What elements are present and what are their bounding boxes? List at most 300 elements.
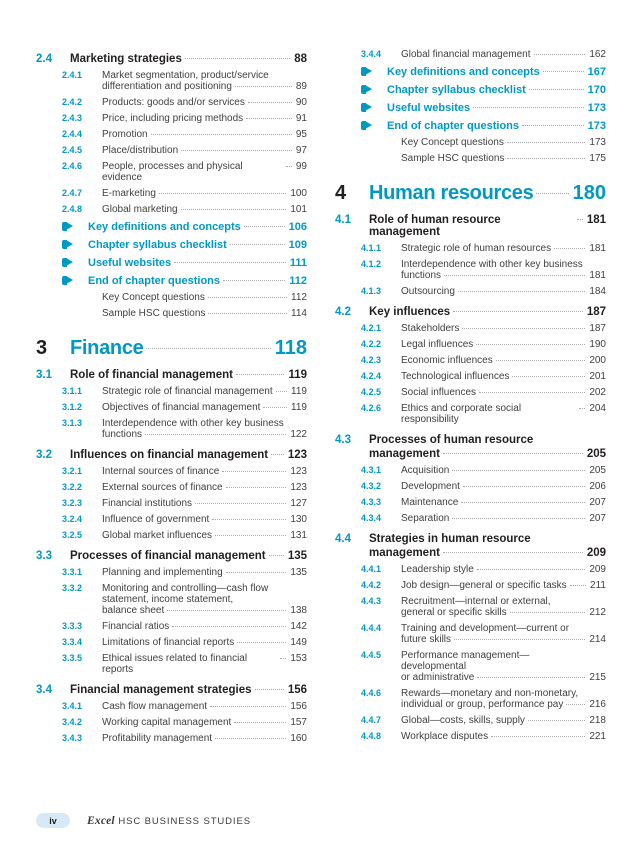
- subsection-title: Limitations of financial reports: [102, 637, 235, 648]
- toc-leader-line: [102, 567, 307, 578]
- leader-dots: [572, 628, 602, 629]
- subsection-page-number: 190: [589, 339, 606, 350]
- leader-dots: [444, 274, 585, 276]
- toc-leader-line: [369, 182, 606, 205]
- subsection-continuation-body: [401, 672, 606, 683]
- section-title: Role of human resource management: [369, 214, 501, 238]
- plain-body: [401, 153, 606, 164]
- toc-subsection-entry: [335, 481, 606, 492]
- toc-subsection-continuation: [335, 634, 606, 645]
- toc-subsection-entry: [335, 564, 606, 575]
- subsection-body: [102, 498, 307, 509]
- toc-subsection-entry: [335, 650, 606, 672]
- toc-subsection-entry: [36, 113, 307, 124]
- toc-subsection-entry: [335, 403, 606, 425]
- toc-subsection-entry: [335, 286, 606, 297]
- toc-subsection-entry: [335, 49, 606, 60]
- toc-subsection-entry: [335, 259, 606, 270]
- subsection-continuation-body: [401, 607, 606, 618]
- subsection-title: Stakeholders: [401, 323, 460, 334]
- toc-leader-line: [88, 221, 307, 233]
- section-title: Influences on financial management: [70, 449, 269, 461]
- subsection-title: Training and development—current or: [401, 623, 570, 634]
- leader-dots: [226, 486, 287, 488]
- toc-leader-line: [102, 498, 307, 509]
- subsection-page-number: 187: [589, 323, 606, 334]
- toc-leader-line: [401, 699, 606, 710]
- subsection-number: 4.4.4: [361, 623, 382, 633]
- feature-title: Useful websites: [387, 102, 471, 114]
- toc-subsection-entry: [335, 355, 606, 366]
- toc-plain-entry: [36, 308, 307, 319]
- leader-dots: [510, 611, 586, 613]
- subsection-page-number: 138: [290, 605, 307, 616]
- subsection-title-continued: functions: [102, 429, 143, 440]
- subsection-number: 3.2.1: [62, 466, 83, 476]
- toc-leader-line: [387, 84, 606, 96]
- toc-leader-line: [102, 81, 307, 92]
- leader-dots: [185, 57, 290, 59]
- section-title-continued: management: [369, 448, 440, 460]
- subsection-body: [102, 637, 307, 648]
- subsection-body: [401, 731, 606, 742]
- leader-dots: [581, 693, 602, 694]
- subsection-page-number: 209: [589, 564, 606, 575]
- leader-dots: [443, 452, 583, 454]
- feature-page-number: 112: [289, 275, 307, 287]
- section-number: 4.2: [335, 306, 351, 318]
- subsection-number: 3.3.4: [62, 637, 83, 647]
- subsection-number: 4.4.8: [361, 731, 382, 741]
- leader-dots: [586, 264, 602, 265]
- subsection-body: [401, 403, 606, 425]
- subsection-page-number: 205: [589, 465, 606, 476]
- toc-leader-line: [102, 129, 307, 140]
- leader-dots: [453, 310, 583, 312]
- leader-dots: [151, 133, 292, 135]
- leader-dots: [237, 641, 286, 643]
- toc-subsection-entry: [36, 530, 307, 541]
- subsection-body: [102, 482, 307, 493]
- leader-dots: [223, 279, 285, 281]
- feature-body: [387, 102, 606, 114]
- subsection-body: [102, 466, 307, 477]
- subsection-title: Monitoring and controlling—cash flow: [102, 583, 269, 594]
- subsection-body: [102, 188, 307, 199]
- section-continuation-body: [335, 547, 606, 559]
- subsection-title: Global market influences: [102, 530, 213, 541]
- subsection-title: Influence of government: [102, 514, 210, 525]
- subsection-body: [102, 653, 307, 675]
- feature-bullet-cell: [361, 102, 387, 111]
- toc-leader-line: [102, 482, 307, 493]
- feature-page-number: 167: [587, 66, 606, 78]
- section-body: [369, 306, 606, 318]
- subsection-number: 3.2.3: [62, 498, 83, 508]
- toc-subsection-entry: [36, 129, 307, 140]
- toc-leader-line: [387, 102, 606, 114]
- subsection-body: [401, 243, 606, 254]
- toc-leader-line: [401, 153, 606, 164]
- feature-title: Useful websites: [88, 257, 172, 269]
- leader-dots: [522, 124, 584, 126]
- subsection-title: Acquisition: [401, 465, 450, 476]
- toc-feature-entry: [36, 239, 307, 251]
- toc-subsection-entry: [36, 567, 307, 578]
- toc-subsection-entry: [335, 497, 606, 508]
- toc-leader-line: [70, 550, 307, 562]
- subsection-number: 4.3.3: [361, 497, 382, 507]
- subsection-page-number: 160: [290, 733, 307, 744]
- toc-section-continuation: [335, 448, 606, 460]
- leader-dots: [461, 501, 585, 503]
- leader-dots: [172, 625, 286, 627]
- leader-dots: [477, 568, 585, 570]
- subsection-page-number: 153: [290, 653, 307, 664]
- toc-section-entry: [335, 434, 606, 446]
- toc-section-entry: [36, 449, 307, 461]
- subsection-title-continued: future skills: [401, 634, 452, 645]
- page-footer: [36, 813, 251, 828]
- leader-dots: [452, 517, 585, 519]
- leader-dots: [554, 601, 602, 602]
- toc-section-continuation: [335, 547, 606, 559]
- toc-leader-line: [102, 583, 307, 594]
- footer-book-title: [87, 815, 251, 827]
- feature-page-number: 111: [289, 257, 307, 269]
- leader-dots: [507, 157, 585, 159]
- toc-leader-line: [369, 434, 606, 446]
- section-page-number: 156: [287, 684, 307, 696]
- subsection-page-number: 123: [290, 466, 307, 477]
- toc-leader-line: [401, 564, 606, 575]
- toc-feature-entry: [335, 84, 606, 96]
- toc-leader-line: [369, 306, 606, 318]
- subsection-page-number: 99: [295, 161, 307, 172]
- subsection-title: Workplace disputes: [401, 731, 489, 742]
- toc-leader-line: [401, 137, 606, 148]
- leader-dots: [159, 192, 286, 194]
- section-title: Role of financial management: [70, 369, 233, 381]
- subsection-page-number: 221: [589, 731, 606, 742]
- toc-subsection-entry: [335, 596, 606, 607]
- subsection-number: 2.4.6: [62, 161, 83, 171]
- subsection-body: [401, 481, 606, 492]
- subsection-title: Technological influences: [401, 371, 510, 382]
- feature-title: Key definitions and concepts: [387, 66, 540, 78]
- toc-subsection-entry: [335, 323, 606, 334]
- subsection-page-number: 207: [589, 497, 606, 508]
- subsection-body: [102, 717, 307, 728]
- feature-body: [387, 120, 606, 132]
- subsection-title: Price, including pricing methods: [102, 113, 244, 124]
- feature-bullet-cell: [62, 239, 88, 248]
- subsection-number: 3.4.3: [62, 733, 83, 743]
- arrow-bullet-icon: [62, 240, 73, 249]
- leader-dots: [215, 534, 286, 536]
- leader-dots: [491, 735, 585, 737]
- toc-subsection-entry: [335, 715, 606, 726]
- leader-dots: [145, 433, 286, 435]
- subsection-body: [102, 145, 307, 156]
- toc-leader-line: [369, 214, 606, 238]
- subsection-number: 3.2.5: [62, 530, 83, 540]
- subsection-page-number: 119: [291, 402, 307, 413]
- subsection-number: 2.4.8: [62, 204, 83, 214]
- subsection-title: Planning and implementing: [102, 567, 223, 578]
- toc-leader-line: [88, 257, 307, 269]
- subsection-continuation-body: [401, 270, 606, 281]
- toc-leader-line: [102, 292, 307, 303]
- subsection-number: 4.2.4: [361, 371, 382, 381]
- section-title: Marketing strategies: [70, 53, 182, 65]
- toc-leader-line: [102, 204, 307, 215]
- subsection-number: 3.3.1: [62, 567, 83, 577]
- leader-dots: [271, 588, 303, 589]
- subsection-number: 4.3.1: [361, 465, 382, 475]
- toc-leader-line: [102, 514, 307, 525]
- leader-dots: [477, 676, 585, 678]
- subsection-page-number: 218: [589, 715, 606, 726]
- leader-dots: [215, 737, 286, 739]
- toc-leader-line: [401, 355, 606, 366]
- section-number: 3.4: [36, 684, 52, 696]
- leader-dots: [476, 343, 585, 345]
- section-title: Financial management strategies: [70, 684, 252, 696]
- toc-subsection-entry: [335, 339, 606, 350]
- toc-leader-line: [401, 371, 606, 382]
- subsection-body: [102, 70, 307, 81]
- section-title: Processes of human resource: [369, 434, 534, 446]
- toc-section-entry: [36, 550, 307, 562]
- subsection-title: People, processes and physical evidence: [102, 161, 243, 183]
- toc-subsection-entry: [335, 731, 606, 742]
- toc-leader-line: [401, 403, 606, 425]
- toc-section-entry: [36, 369, 307, 381]
- toc-subsection-entry: [335, 580, 606, 591]
- subsection-title: Strategic role of human resources: [401, 243, 552, 254]
- subsection-number: 3.2.4: [62, 514, 83, 524]
- leader-dots: [226, 571, 287, 573]
- leader-dots: [208, 296, 287, 298]
- subsection-number: 4.2.3: [361, 355, 382, 365]
- toc-subsection-entry: [335, 243, 606, 254]
- subsection-page-number: 130: [290, 514, 307, 525]
- subsection-number: 4.4.3: [361, 596, 382, 606]
- section-number: 4.1: [335, 214, 351, 226]
- subsection-page-number: 202: [589, 387, 606, 398]
- toc-leader-line: [102, 701, 307, 712]
- subsection-title: Place/distribution: [102, 145, 179, 156]
- toc-right-column: [335, 44, 606, 742]
- toc-section-entry: [335, 306, 606, 318]
- subsection-number: 4.2.6: [361, 403, 382, 413]
- leader-dots: [234, 721, 286, 723]
- subsection-page-number: 97: [295, 145, 307, 156]
- subsection-body: [401, 49, 606, 60]
- subsection-body: [401, 497, 606, 508]
- toc-leader-line: [102, 113, 307, 124]
- toc-subsection-entry: [335, 688, 606, 699]
- subsection-number: 3.3.5: [62, 653, 83, 663]
- feature-body: [387, 84, 606, 96]
- toc-section-entry: [335, 533, 606, 545]
- subsection-continuation-body: [401, 699, 606, 710]
- subsection-body: [102, 97, 307, 108]
- plain-title: Key Concept questions: [102, 292, 205, 303]
- leader-dots: [244, 225, 285, 227]
- toc-leader-line: [102, 161, 307, 183]
- subsection-number: 2.4.5: [62, 145, 83, 155]
- toc-subsection-entry: [36, 733, 307, 744]
- subsection-body: [401, 564, 606, 575]
- leader-dots: [255, 688, 284, 690]
- toc-leader-line: [401, 688, 606, 699]
- arrow-bullet-icon: [361, 67, 372, 76]
- subsection-title: Performance management—developmental: [401, 650, 530, 672]
- subsection-page-number: 89: [295, 81, 307, 92]
- subsection-number: 3.1.1: [62, 386, 83, 396]
- toc-leader-line: [401, 634, 606, 645]
- section-body: [369, 214, 606, 238]
- leader-dots: [462, 327, 585, 329]
- toc-leader-line: [387, 66, 606, 78]
- toc-leader-line: [401, 650, 606, 672]
- feature-page-number: 109: [288, 239, 307, 251]
- toc-subsection-continuation: [36, 594, 307, 605]
- section-title-continued: management: [369, 547, 440, 559]
- toc-subsection-entry: [36, 402, 307, 413]
- toc-subsection-entry: [335, 465, 606, 476]
- toc-section-entry: [36, 684, 307, 696]
- leader-dots: [208, 312, 287, 314]
- subsection-body: [102, 129, 307, 140]
- subsection-body: [102, 733, 307, 744]
- toc-subsection-continuation: [36, 605, 307, 616]
- subsection-number: 3.1.2: [62, 402, 83, 412]
- subsection-page-number: 212: [589, 607, 606, 618]
- subsection-title: Ethics and corporate social responsibility: [401, 403, 522, 425]
- arrow-bullet-icon: [62, 222, 73, 231]
- leader-dots: [195, 502, 286, 504]
- subsection-title: External sources of finance: [102, 482, 223, 493]
- subsection-page-number: 123: [290, 482, 307, 493]
- subsection-number: 2.4.7: [62, 188, 83, 198]
- toc-subsection-continuation: [335, 607, 606, 618]
- subsection-page-number: 101: [290, 204, 307, 215]
- subsection-title: Maintenance: [401, 497, 459, 508]
- toc-leader-line: [102, 70, 307, 81]
- subsection-page-number: 204: [589, 403, 606, 414]
- subsection-title: Financial institutions: [102, 498, 193, 509]
- arrow-bullet-icon: [62, 276, 73, 285]
- leader-dots: [454, 638, 585, 640]
- leader-dots: [536, 192, 568, 194]
- subsection-number: 2.4.2: [62, 97, 83, 107]
- subsection-body: [401, 371, 606, 382]
- leader-dots: [174, 261, 286, 263]
- chapter-page-number: 118: [274, 337, 307, 359]
- subsection-body: [401, 286, 606, 297]
- toc-leader-line: [401, 465, 606, 476]
- subsection-number: 4.3.4: [361, 513, 382, 523]
- subsection-number: 3.1.3: [62, 418, 83, 428]
- feature-body: [88, 275, 307, 287]
- subsection-body: [102, 514, 307, 525]
- subsection-body: [401, 387, 606, 398]
- toc-section-entry: [335, 214, 606, 238]
- leader-dots: [528, 719, 585, 721]
- plain-page-number: 173: [589, 137, 606, 148]
- subsection-title-continued: differentiation and positioning: [102, 81, 232, 92]
- feature-page-number: 106: [288, 221, 307, 233]
- subsection-number: 4.2.1: [361, 323, 382, 333]
- leader-dots: [236, 599, 303, 600]
- feature-bullet-cell: [62, 257, 88, 266]
- section-number: 3.2: [36, 449, 52, 461]
- toc-leader-line: [335, 448, 606, 460]
- section-page-number: 88: [294, 53, 307, 65]
- section-number: 3.1: [36, 369, 52, 381]
- section-continuation-body: [335, 448, 606, 460]
- toc-leader-line: [70, 337, 307, 360]
- subsection-page-number: 184: [589, 286, 606, 297]
- leader-dots: [272, 75, 303, 76]
- toc-leader-line: [102, 418, 307, 429]
- toc-leader-line: [102, 594, 307, 605]
- subsection-title-continued: individual or group, performance pay: [401, 699, 564, 710]
- subsection-body: [401, 339, 606, 350]
- toc-leader-line: [70, 53, 307, 65]
- subsection-title-continued: or administrative: [401, 672, 475, 683]
- leader-dots: [463, 485, 585, 487]
- toc-subsection-entry: [36, 514, 307, 525]
- subsection-number: 3.4.1: [62, 701, 83, 711]
- leader-dots: [534, 538, 602, 539]
- toc-leader-line: [102, 188, 307, 199]
- toc-leader-line: [401, 607, 606, 618]
- subsection-body: [401, 465, 606, 476]
- plain-title: Key Concept questions: [401, 137, 504, 148]
- plain-page-number: 114: [291, 308, 307, 319]
- leader-dots: [235, 85, 292, 87]
- leader-dots: [246, 117, 292, 119]
- toc-subsection-continuation: [36, 429, 307, 440]
- toc-subsection-entry: [36, 466, 307, 477]
- section-number: 3.3: [36, 550, 52, 562]
- subsection-title-continued: balance sheet: [102, 605, 165, 616]
- feature-body: [88, 239, 307, 251]
- toc-leader-line: [102, 621, 307, 632]
- subsection-number: 4.4.5: [361, 650, 382, 660]
- subsection-number: 4.4.2: [361, 580, 382, 590]
- toc-subsection-continuation: [36, 81, 307, 92]
- subsection-body: [401, 623, 606, 634]
- subsection-title: Legal influences: [401, 339, 474, 350]
- subsection-page-number: 215: [589, 672, 606, 683]
- section-body: [70, 449, 307, 461]
- feature-bullet-cell: [62, 275, 88, 284]
- subsection-title: Job design—general or specific tasks: [401, 580, 567, 591]
- leader-dots: [452, 469, 585, 471]
- subsection-title: Global financial management: [401, 49, 531, 60]
- toc-subsection-entry: [36, 482, 307, 493]
- subsection-title: Products: goods and/or services: [102, 97, 245, 108]
- leader-dots: [286, 165, 292, 167]
- feature-title: End of chapter questions: [387, 120, 520, 132]
- leader-dots: [236, 373, 284, 375]
- subsection-number: 4.4.1: [361, 564, 382, 574]
